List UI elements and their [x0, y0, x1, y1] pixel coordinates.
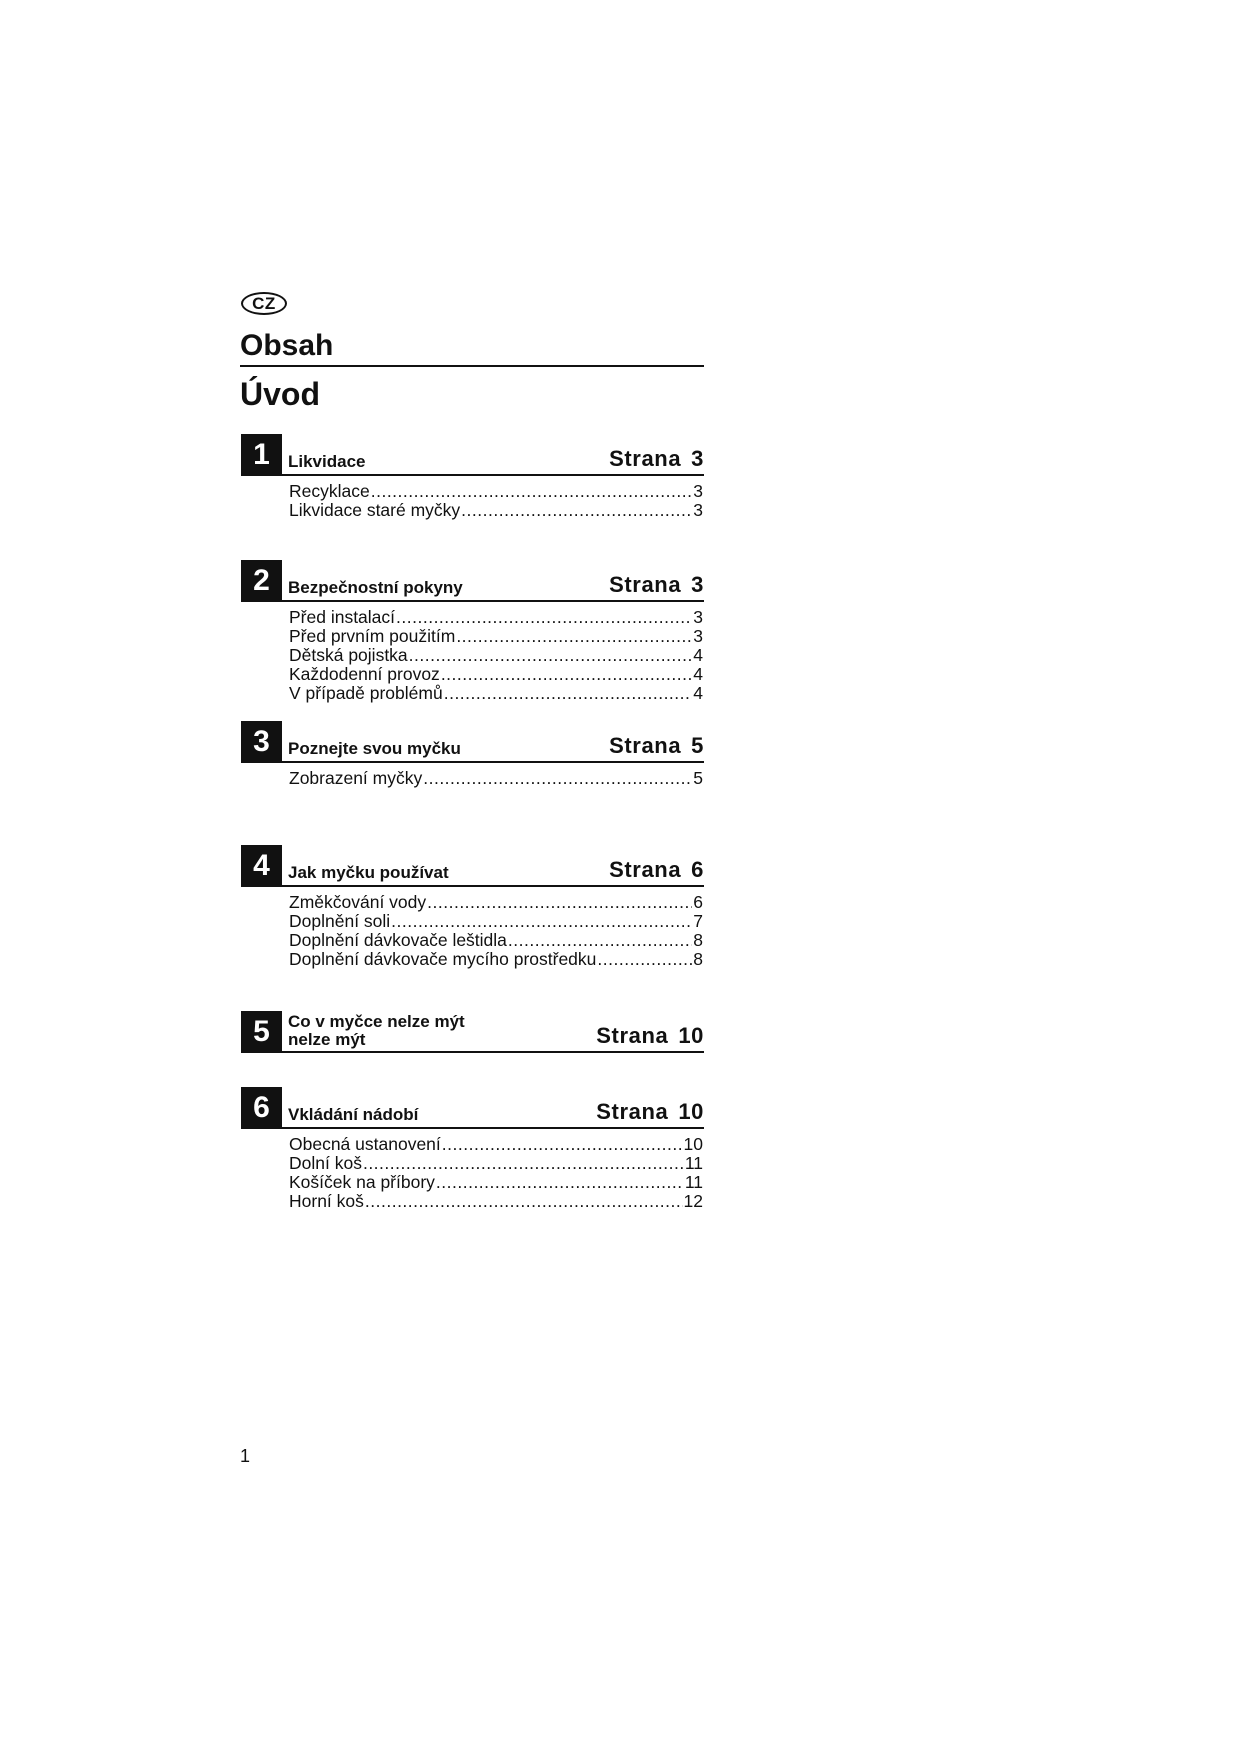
section-header — [282, 434, 704, 476]
section-number: 3 — [241, 721, 282, 763]
section-items — [289, 893, 703, 969]
section-items — [289, 769, 703, 788]
toc-entry[interactable]: Dolní koš ..... 11 — [289, 1154, 703, 1173]
section-header — [282, 560, 704, 602]
toc-entry[interactable]: V případě problémů ..... 4 — [289, 684, 703, 703]
page-title: Obsah — [240, 329, 334, 362]
section-number: 4 — [241, 845, 282, 887]
section-title: Jak myčku používat — [288, 863, 449, 882]
section-title: Poznejte svou myčku — [288, 739, 461, 758]
toc-entry[interactable]: Doplnění soli ..... 7 — [289, 912, 703, 931]
section-number: 5 — [241, 1011, 282, 1053]
page-subtitle: Úvod — [240, 376, 320, 412]
section-number: 6 — [241, 1087, 282, 1129]
section-title: Vkládání nádobí — [288, 1105, 419, 1124]
toc-entry[interactable]: Doplnění dávkovače mycího prostředku ..... 8 — [289, 950, 703, 969]
toc-entry[interactable]: Změkčování vody ..... 6 — [289, 893, 703, 912]
toc-entry[interactable]: Každodenní provoz ..... 4 — [289, 665, 703, 684]
section-items — [289, 482, 703, 520]
section-header — [282, 845, 704, 887]
section-page-ref: Strana 10 — [596, 1099, 704, 1124]
section-page-ref: Strana 3 — [609, 572, 704, 597]
toc-entry[interactable]: Před prvním použitím ..... 3 — [289, 627, 703, 646]
page-number: 1 — [240, 1446, 251, 1466]
toc-entry[interactable]: Dětská pojistka ..... 4 — [289, 646, 703, 665]
section-title: Bezpečnostní pokyny — [288, 578, 463, 597]
toc-entry[interactable]: Recyklace ..... 3 — [289, 482, 703, 501]
section-header — [282, 1087, 704, 1129]
section-page-ref: Strana 10 — [596, 1023, 704, 1048]
section-page-ref: Strana 5 — [609, 733, 704, 758]
section-header — [282, 721, 704, 763]
toc-entry[interactable]: Likvidace staré myčky ..... 3 — [289, 501, 703, 520]
section-title: Co v myčce nelze mýt nelze mýt — [288, 1012, 465, 1049]
toc-entry[interactable]: Zobrazení myčky ..... 5 — [289, 769, 703, 788]
section-title: Likvidace — [288, 452, 366, 471]
language-badge: CZ — [241, 292, 287, 315]
toc-entry[interactable]: Před instalací ..... 3 — [289, 608, 703, 627]
toc-entry[interactable]: Horní koš ..... 12 — [289, 1192, 703, 1211]
section-page-ref: Strana 3 — [609, 446, 704, 471]
section-page-ref: Strana 6 — [609, 857, 704, 882]
section-items — [289, 1135, 703, 1211]
section-number: 1 — [241, 434, 282, 476]
section-number: 2 — [241, 560, 282, 602]
section-header — [282, 1011, 704, 1053]
toc-entry[interactable]: Doplnění dávkovače leštidla ..... 8 — [289, 931, 703, 950]
title-divider — [240, 365, 704, 367]
section-items — [289, 608, 703, 703]
toc-entry[interactable]: Košíček na příbory ..... 11 — [289, 1173, 703, 1192]
toc-entry[interactable]: Obecná ustanovení ..... 10 — [289, 1135, 703, 1154]
